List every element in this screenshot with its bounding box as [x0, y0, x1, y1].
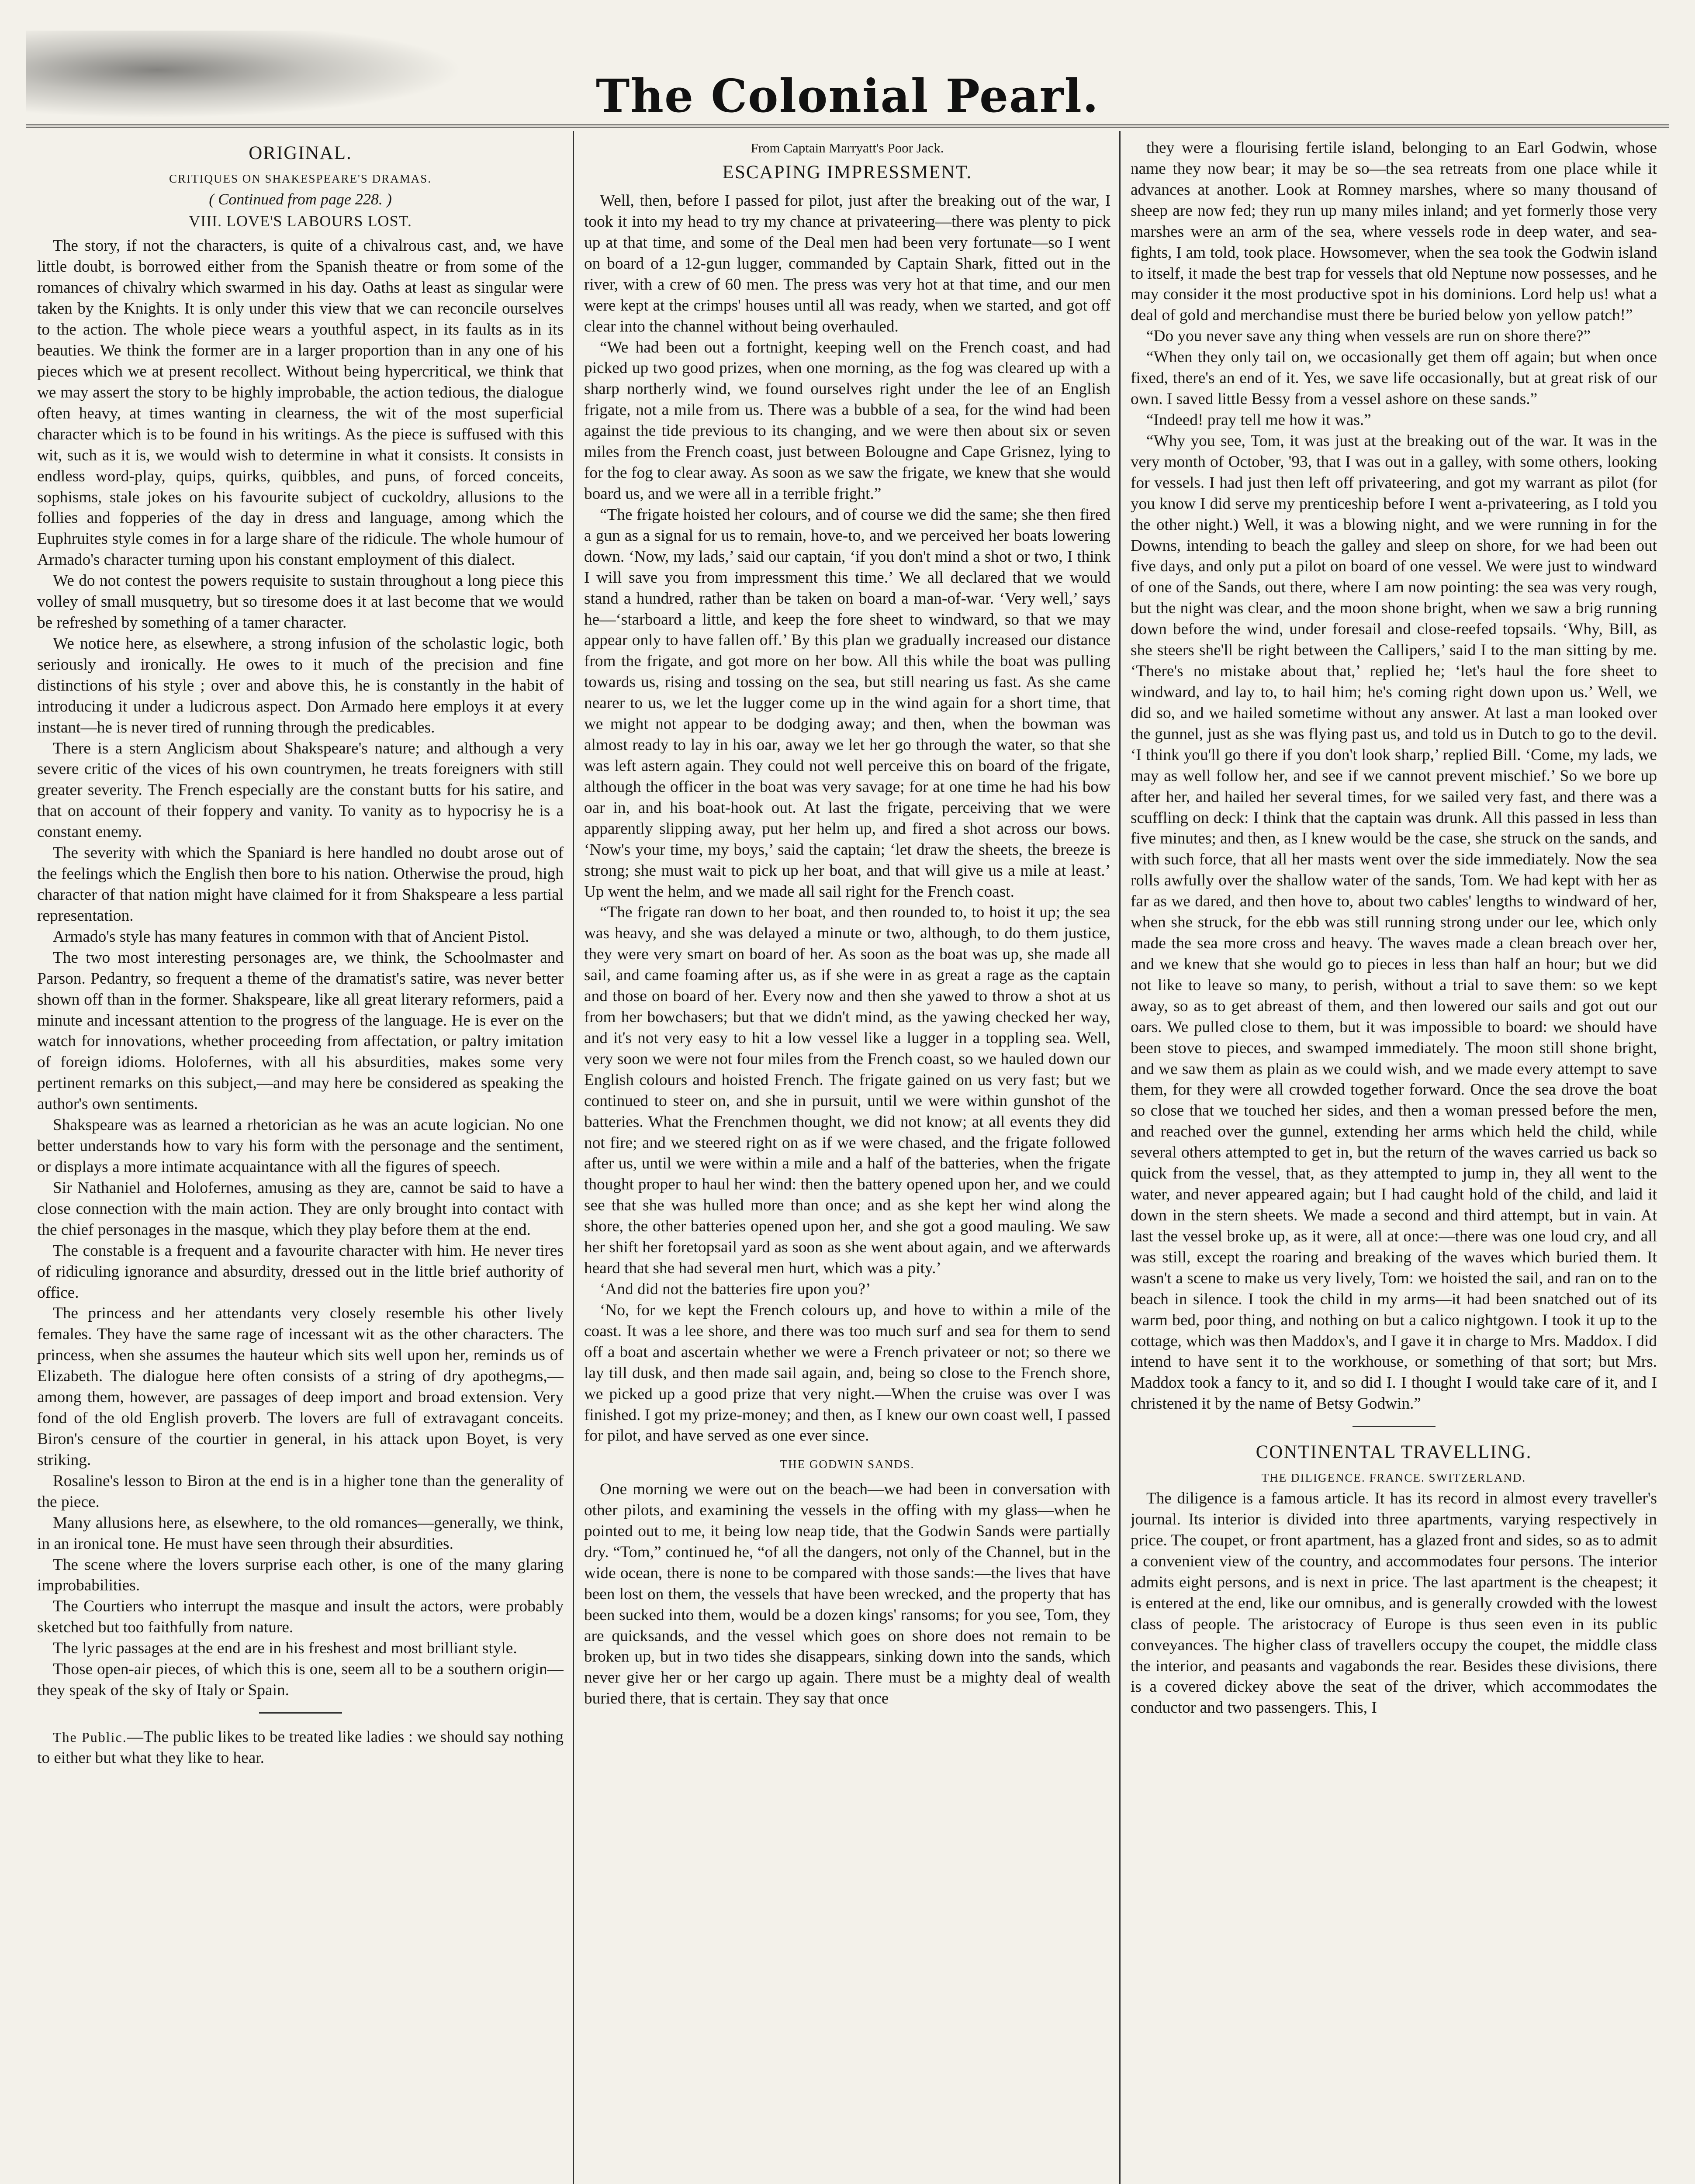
paragraph: Shakspeare was as learned a rhetorician as he was an acute logician. No one better understands how to vary his form with the personage and the sentiment, or displays a more intimate acquaintance with all the figures of speech.	[37, 1116, 564, 1176]
public-note-text: —The public likes to be treated like ladies : we should say nothing to either but what they like to hear.	[37, 1728, 564, 1767]
paragraph: “Do you never save any thing when vessels are run on shore there?”	[1146, 327, 1591, 346]
public-note-label: The Public.	[53, 1729, 127, 1745]
series-heading: CRITIQUES ON SHAKESPEARE'S DRAMAS.	[169, 172, 432, 186]
paragraph: The princess and her attendants very closely resemble his other lively females. They have the same rage of incessant wit as the other characters. The princess, when she assumes the hauteur which sits well upon her, reminds us of Elizabeth. The dialogue here often consists of a string of dry apothegms,—among them, however, are passages of deep import and broad extension. Very fond of the old English proverb. The lovers are full of extravagant conceits. Biron's censure of the courtier in general, in his attack upon Boyet, is very striking.	[37, 1304, 564, 1469]
paragraph: The story, if not the characters, is quite of a chivalrous cast, and, we have little doubt, is borrowed either from the Spanish theatre or from some of the romances of chivalry which swarmed in his day. Oaths at least as singular were taken by the Knights. It is only under this view that we can reconcile ourselves to the action. The whole piece wears a youthful aspect, in its faults as in its beauties. We think the former are in a larger proportion than in any one of his pieces which we at present recollect. Without being hypercritical, we think that we may assert the story to be highly improbable, the action tedious, the dialogue often heavy, at times wanting in clearness, the wit of the most superficial character which is to be found in his writings. As the piece is suffused with this wit, such as it is, we would wish to determine in what it consists. It consists in endless word-play, quips, quirks, quibbles, and puns, of forced conceits, sophisms, stale jokes on his favourite subject of cuckoldry, allusions to the follies and fopperies of the day in dress and language, among which the Euphruites style comes in for a large share of the ridicule. The whole humour of Armado's character turning upon his constant employment of this dialect.	[37, 237, 564, 569]
paragraph: The diligence is a famous article. It has its record in almost every traveller's journal. Its interior is divided into three apartments, varying respectively in price. The coupet, or front apartment, has a glazed front and sides, so as to admit a convenient view of the country, and accommodates four persons. The interior admits eight persons, and is next in price. The last apartment is the cheapest; it is entered at the end, like our omnibus, and is generally crowded with the lowest class of people. The aristocracy of Europe is thus seen even in its public conveyances. The higher class of travellers occupy the coupet, the middle class the interior, and peasants and vagabonds the rear. Besides these divisions, there is a covered dickey above the seat of the driver, which accommodates the conductor and two passengers. This, I	[1131, 1489, 1657, 1717]
paragraph: The Courtiers who interrupt the masque and insult the actors, were probably sketched but too faithfully from nature.	[37, 1597, 564, 1637]
paragraph: One morning we were out on the beach—we had been in conversation with other pilots, and examining the vessels in the offing with my glass—when he pointed out to me, it being low neap tide, that the Godwin Sands were partially dry. “Tom,” continued he, “of all the dangers, not only of the Channel, but in the wide ocean, there is none to be compared with those sands:—the lives that have been lost on them, the vessels that have been wrecked, and the property that has been sucked into them, would be a dozen kings' ransoms; for you see, Tom, they are quicksands, and the vessel which goes on shore does not remain to be broken up, but in two tides she disappears, sinking down into the sands, which never give her or her cargo up again. There must be a mighty deal of wealth buried there, that is certain. They say that once	[584, 1480, 1110, 1708]
paragraph: Rosaline's lesson to Biron at the end is in a higher tone than the generality of the piece.	[37, 1472, 564, 1511]
section-heading: ORIGINAL.	[249, 143, 352, 163]
paragraph: Armado's style has many features in common with that of Ancient Pistol.	[53, 927, 529, 946]
column-divider	[573, 131, 574, 2184]
masthead-title: The Colonial Pearl.	[595, 69, 1100, 123]
paragraph: There is a stern Anglicism about Shakspeare's nature; and although a very severe critic of the vices of his own countrymen, he treats foreigners with still greater severity. The French especially are the constant butts for his satire, and that on account of their foppery and vanity. To vanity as to hypocrisy he is a constant enemy.	[37, 739, 564, 841]
subsection-heading: THE GODWIN SANDS.	[780, 1458, 915, 1471]
article-title: ESCAPING IMPRESSMENT.	[722, 162, 972, 183]
paragraph: Many allusions here, as elsewhere, to the old romances—generally, we think, in an ironical tone. He must have seen through their absurdities.	[37, 1514, 564, 1553]
article-title: CONTINENTAL TRAVELLING.	[1256, 1442, 1532, 1463]
section-divider	[1353, 1426, 1436, 1427]
column-2	[584, 138, 1110, 2184]
paragraph: “Indeed! pray tell me how it was.”	[1146, 411, 1371, 429]
chapter-heading: VIII. LOVE'S LABOURS LOST.	[189, 212, 412, 230]
continued-note: ( Continued from page 228. )	[209, 190, 392, 208]
article-subheading: THE DILIGENCE. FRANCE. SWITZERLAND.	[1261, 1471, 1526, 1485]
paragraph: ‘No, for we kept the French colours up, and hove to within a mile of the coast. It was a lee shore, and there was too much surf and sea for them to send off a boat and ascertain whether we were a French privateer or not; so there we lay till dusk, and then made sail again, and, being so close to the French shore, we picked up a good prize that very night.—When the cruise was over I was finished. I got my prize-money; and then, as I knew our own coast well, I passed for pilot, and have served as one ever since.	[584, 1301, 1110, 1445]
paragraph: “When they only tail on, we occasionally get them off again; but when once fixed, there's an end of it. Yes, we save life occasionally, but at great risk of our own. I saved little Bessy from a vessel ashore on these sands.”	[1131, 348, 1657, 408]
public-note	[37, 1727, 564, 1769]
masthead-rule	[26, 124, 1669, 130]
paragraph: Well, then, before I passed for pilot, just after the breaking out of the war, I took it into my head to try my chance at privateering—there was plenty to pick up at that time, and some of the Deal men had been very fortunate—so I went on board of a 12-gun lugger, commanded by Captain Shark, fitted out in the river, with a crew of 60 men. The press was very hot at that time, and our men were kept at the crimps' houses until all was ready, when we started, and got off clear into the channel without being overhauled.	[584, 192, 1110, 335]
paragraph: “The frigate hoisted her colours, and of course we did the same; she then fired a gun as a signal for us to remain, hove-to, and we perceived her boats lowering down. ‘Now, my lads,’ said our captain, ‘if you don't mind a shot or two, I think I will save you from impressment this time.’ We all declared that we would stand a hundred, rather than be taken on board a man-of-war. ‘Very well,’ says he—‘starboard a little, and keep the fore sheet to windward, so that we may appear only to have fallen off.’ By this plan we gradually increased our distance from the frigate, and got more on her bow. All this while the boat was pulling towards us, rising and tossing on the sea, but still nearing us fast. As she came nearer to us, we let the lugger come up in the wind again for a short time, that we might not appear to be dodging away; and then, when the bowman was almost ready to lay in his oar, away we let her go through the water, so that she was left astern again. They could not well perceive this on board of the frigate, although the officer in the boat was very savage; for at one time he had his bow oar in, and his boat-hook out. At last the frigate, perceiving that we were apparently slipping away, put her helm up, and fired a shot across our bows. ‘Now's your time, my boys,’ said the captain; ‘let draw the sheets, the breeze is strong; she must wait to pick up her boat, and that will give us a mile at least.’ Up went the helm, and we made all sail right for the French coast.	[584, 505, 1110, 901]
paragraph: The constable is a frequent and a favourite character with him. He never tires of ridiculing ignorance and absurdity, dressed out in the little brief authority of office.	[37, 1241, 564, 1302]
paragraph: We notice here, as elsewhere, a strong infusion of the scholastic logic, both seriously and ironically. He owes to it much of the precision and fine distinctions of his style ; over and above this, he is constantly in the habit of introducing it under a ludicrous aspect. Don Armado here employs it at every instant—he is never tired of running through the predicables.	[37, 634, 564, 736]
paragraph: they were a flourising fertile island, belonging to an Earl Godwin, whose name they now bear; it may be so—the sea retreats from one place while it advances at another. Look at Romney marshes, where so many thousand of sheep are now fed; they run up many miles inland; and yet formerly those very marshes were an arm of the sea, where vessels rode in deep water, and sea-fights, I am told, took place. Howsomever, when the sea took the Godwin island to itself, it made the best trap for vessels that old Neptune now possesses, and he may consider it the most productive spot in his dominions. Lord help us! what a deal of gold and merchandise must there be buried below yon yellow patch!”	[1131, 139, 1657, 325]
column-divider	[1119, 131, 1121, 2184]
paragraph: Those open-air pieces, of which this is one, seem all to be a southern origin—they speak of the sky of Italy or Spain.	[37, 1660, 564, 1700]
paragraph: The lyric passages at the end are in his freshest and most brilliant style.	[53, 1639, 517, 1658]
paragraph: Sir Nathaniel and Holofernes, amusing as they are, cannot be said to have a close connection with the main action. They are only brought into contact with the chief personages in the masque, which they play before them at the end.	[37, 1178, 564, 1239]
paragraph: We do not contest the powers requisite to sustain throughout a long piece this volley of small musquetry, but so tiresome does it at last become that we would be refreshed by something of a tamer character.	[37, 572, 564, 632]
masthead	[26, 66, 1669, 123]
paragraph: ‘And did not the batteries fire upon you?’	[600, 1280, 871, 1299]
paragraph: The severity with which the Spaniard is here handled no doubt arose out of the feelings which the English then bore to his nation. Otherwise the proud, high character of that nation might have claimed for it from Shakspeare a less partial representation.	[37, 844, 564, 925]
column-3	[1131, 138, 1657, 2184]
column-1	[37, 138, 564, 2184]
paragraph: “We had been out a fortnight, keeping well on the French coast, and had picked up two good prizes, when one morning, as the fog was cleared up with a sharp northerly wind, we found ourselves right under the lee of an English frigate, not a mile from us. There was a bubble of a sea, for the wind had been against the tide previous to its changing, and we were then about six or seven miles from the French coast, just between Bolougne and Cape Grisnez, lying to for the fog to clear away. As soon as we saw the frigate, we knew that she would board us, and we were all in a terrible fright.”	[584, 338, 1110, 503]
article-source: From Captain Marryatt's Poor Jack.	[751, 140, 944, 156]
paragraph: The two most interesting personages are, we think, the Schoolmaster and Parson. Pedantry, so frequent a theme of the dramatist's satire, was never better shown off than in the former. Shakspeare, like all great literary reformers, paid a minute and incessant attention to the progress of the language. He is ever on the watch for innovations, whether proceeding from affectation, or paltry imitation of foreign idioms. Holofernes, with all his absurdities, makes some very pertinent remarks on this subject,—and may here be considered as speaking the author's own sentiments.	[37, 948, 564, 1113]
paragraph: “Why you see, Tom, it was just at the breaking out of the war. It was in the very month of October, '93, that I was out in a galley, with some others, looking for vessels. I had just then left off privateering, and got my warrant as pilot (for you know I did serve my prenticeship before I went a-privateering, as I told you the other night.) Well, it was a blowing night, and we were running in for the Downs, intending to beach the galley and sleep on shore, for we had been out five days, and only put a pilot on board of one vessel. We were just to windward of one of the Sands, out there, where I am now pointing: the sea was very rough, but the night was clear, and the moon shone bright, when we saw a brig running down before the wind, under foresail and close-reefed topsails. ‘Why, Bill, as she steers she'll be right between the Callipers,’ said I to the man sitting by me. ‘There's no mistake about that,’ replied he; ‘let's haul the fore sheet to windward, and lay to, to hail him; he's coming right down upon us.’ Well, we did so, and we hailed sometime without any answer. At last a man looked over the gunnel, just as she was flying past us, and told us in Dutch to go to the devil. ‘I think you'll go there if you don't look sharp,’ replied Bill. ‘Come, my lads, we may as well follow her, and see if we cannot prevent mischief.’ So we bore up after her, and hailed her several times, for we sailed very fast, and there was a scuffling on deck: I think that the captain was drunk. All this passed in less than five minutes; and then, as I knew would be the case, she struck on the sands, and with such force, that all her masts went over the side immediately. Now the sea rolls awfully over the shallow water of the sands, Tom. We had kept with her as far as we dared, and then hove to, about two cables' lengths to windward of her, when she struck, for the ebb was still running strong under our lee, which only made the sea more cross and heavy. The waves made a clean breach over her, and we knew that she would go to pieces in less than half an hour; but we did not like to leave so many, to perish, without a trial to save them: so we kept away, so as to get abreast of them, and then lowered our sails and got out our oars. We pulled close to them, but it was impossible to board: we should have been stove to pieces, and swamped immediately. The moon still shone bright, and we saw them as plain as we could wish, and we made every attempt to save them, for they were all crowded together forward. Once the sea drove the boat so close that we touched her sides, and then a woman pressed before the men, and reached over the gunnel, extending her arms which held the child, while several others attempted to get in, but the return of the waves carried us back so quick from the vessel, that, as they attempted to jump in, they all went to the water, and never appeared again; but I had caught hold of the child, and laid it down in the stern sheets. We made a second and third attempt, but in vain. At last the vessel broke up, as it were, all at once:—there was one loud cry, and all was still, except the roaring and breaking of the waves which buried them. It wasn't a scene to make us very lively, Tom: we hoisted the sail, and ran on to the beach in silence. I took the child in my arms—it had been snatched out of its warm bed, poor thing, and nothing on but a calico nightgown. I took it up to the cottage, which was then Maddox's, and I gave it in charge to Mrs. Maddox. I did intend to have sent it to the workhouse, or something of that sort; but Mrs. Maddox took a fancy to it, and so did I. I thought I would take care of it, and I christened it by the name of Betsy Godwin.”	[1131, 432, 1657, 1413]
section-divider	[259, 1712, 342, 1714]
paragraph: “The frigate ran down to her boat, and then rounded to, to hoist it up; the sea was heavy, and she was delayed a minute or two, although, to do them justice, they were very smart on board of her. As soon as the boat was up, she made all sail, and came foaming after us, as if she were in as great a rage as the captain and those on board of her. Every now and then she yawed to throw a shot at us from her bowchasers; but that we didn't mind, as the yawing checked her way, and it's not very easy to hit a low vessel like a lugger in a toppling sea. Well, very soon we were not four miles from the French coast, so we hauled down our English colours and hoisted French. The frigate gained on us very fast; but we continued to steer on, and she in pursuit, until we were within gunshot of the batteries. What the Frenchmen thought, we did not know; at all events they did not fire; and we steered right on as if we were chased, and the frigate followed after us, until we were within a mile and a half of the batteries, when the frigate thought proper to haul her wind: then the battery opened upon her, and we could see that she was hulled more than once; and as she kept her wind along the shore, the other batteries opened upon her, and she got a good mauling. We saw her shift her foretopsail yard as soon as she went about again, and we afterwards heard that she had several men hurt, which was a pity.’	[584, 903, 1110, 1278]
paragraph: The scene where the lovers surprise each other, is one of the many glaring improbabilities.	[37, 1555, 564, 1595]
